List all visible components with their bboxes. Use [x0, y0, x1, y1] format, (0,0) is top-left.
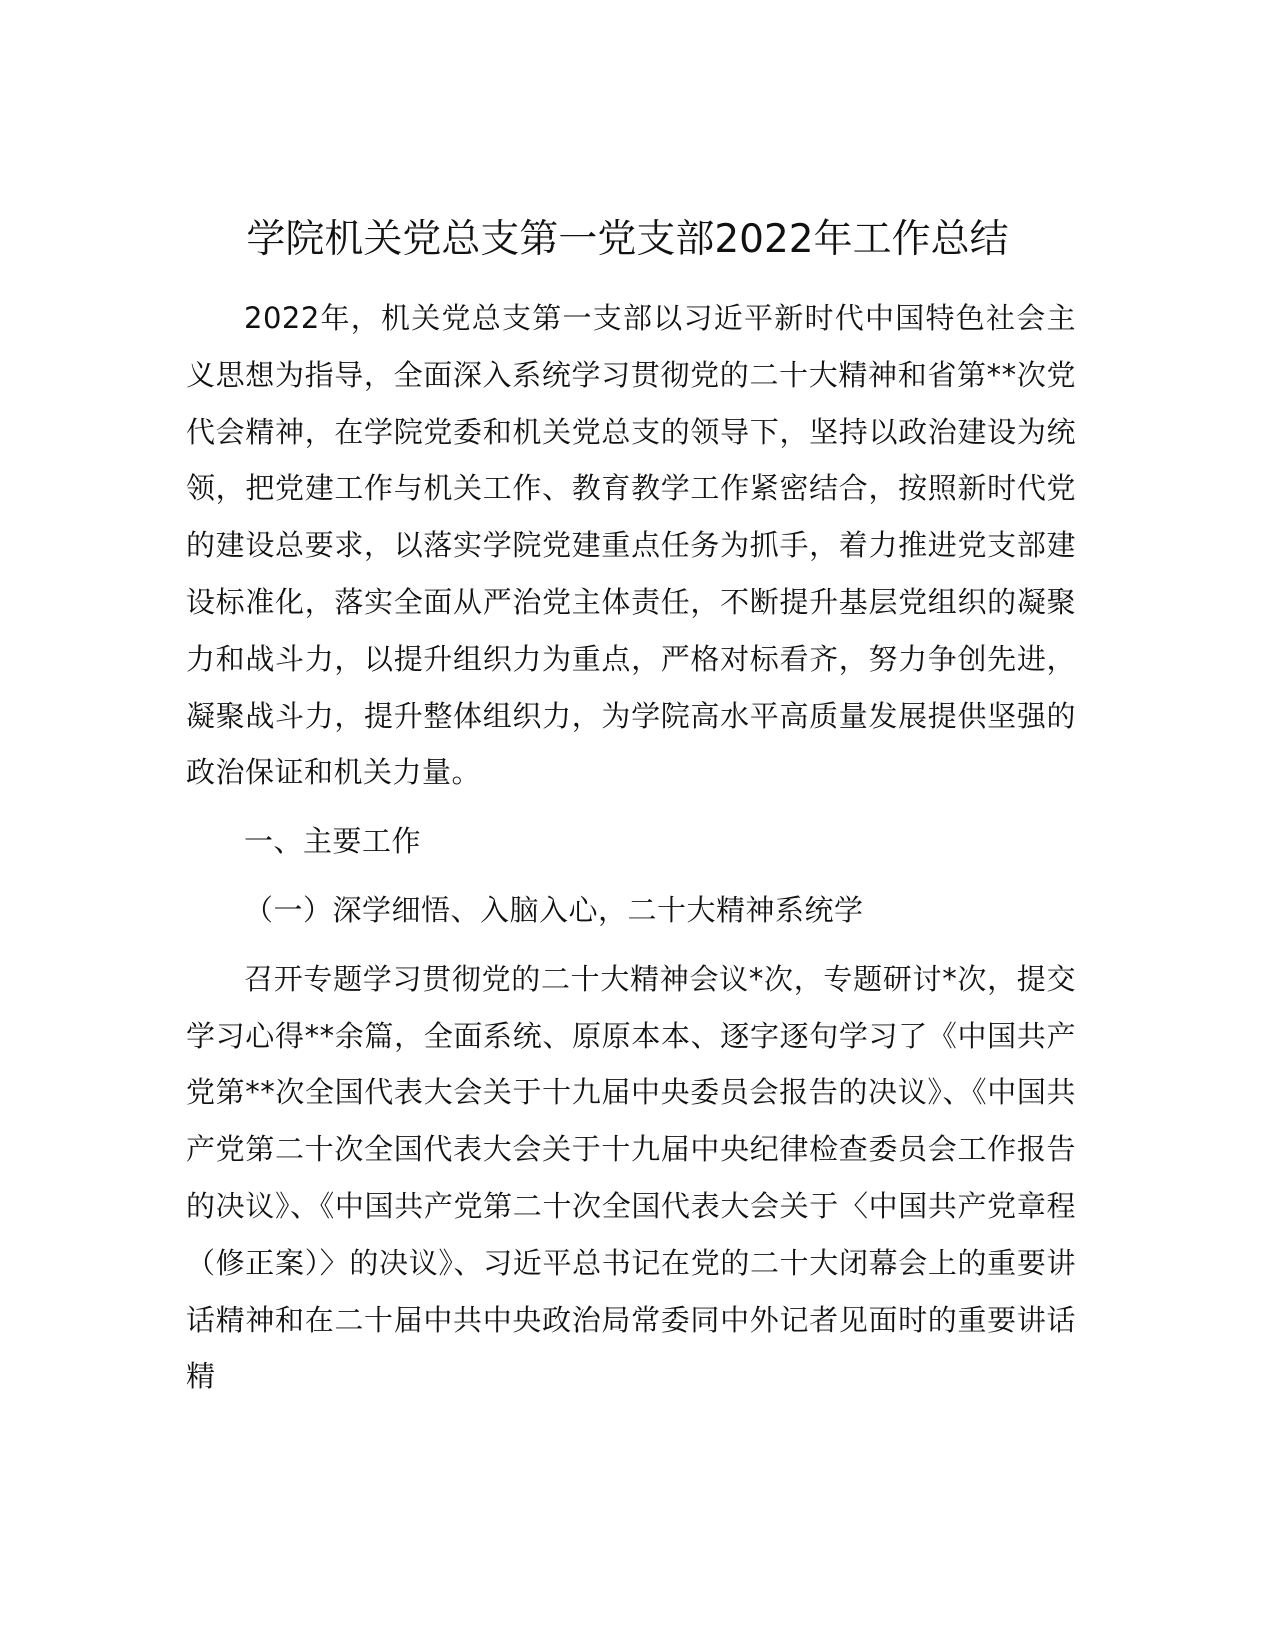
- section-heading: 一、主要工作: [244, 824, 422, 859]
- intro-paragraph: 2022年，机关党总支第一支部以习近平新时代中国特色社会主义思想为指导，全面深入系统学习贯彻党的二十大精神和省第**次党代会精神，在学院党委和机关党总支的领导下，坚持以政治建设为统领，把党建工作与机关工作、教育教学工作紧密结合，按照新时代党的建设总要求，以落实学院党建重点任务为抓手，着力推进党支部建设标准化，落实全面从严治党主体责任，不断提升基层党组织的凝聚力和战斗力，以提升组织力为重点，严格对标看齐，努力争创先进，凝聚战斗力，提升整体组织力，为学院高水平高质量发展提供坚强的政治保证和机关力量。: [186, 301, 1076, 790]
- subsection-heading: （一）深学细悟、入脑入心，二十大精神系统学: [244, 892, 864, 927]
- document-body: [186, 290, 1076, 1405]
- document-title: 学院机关党总支第一党支部2022年工作总结: [246, 217, 1009, 262]
- body-paragraph: 召开专题学习贯彻党的二十大精神会议*次，专题研讨*次，提交学习心得**余篇，全面系统、原原本本、逐字逐句学习了《中国共产党第**次全国代表大会关于十九届中央委员会报告的决议》、《中国共产党第二十次全国代表大会关于十九届中央纪律检查委员会工作报告的决议》、《中国共产党第二十次全国代表大会关于〈中国共产党章程（修正案）〉的决议》、习近平总书记在党的二十大闭幕会上的重要讲话精神和在二十届中共中央政治局常委同中外记者见面时的重要讲话精: [186, 961, 1076, 1394]
